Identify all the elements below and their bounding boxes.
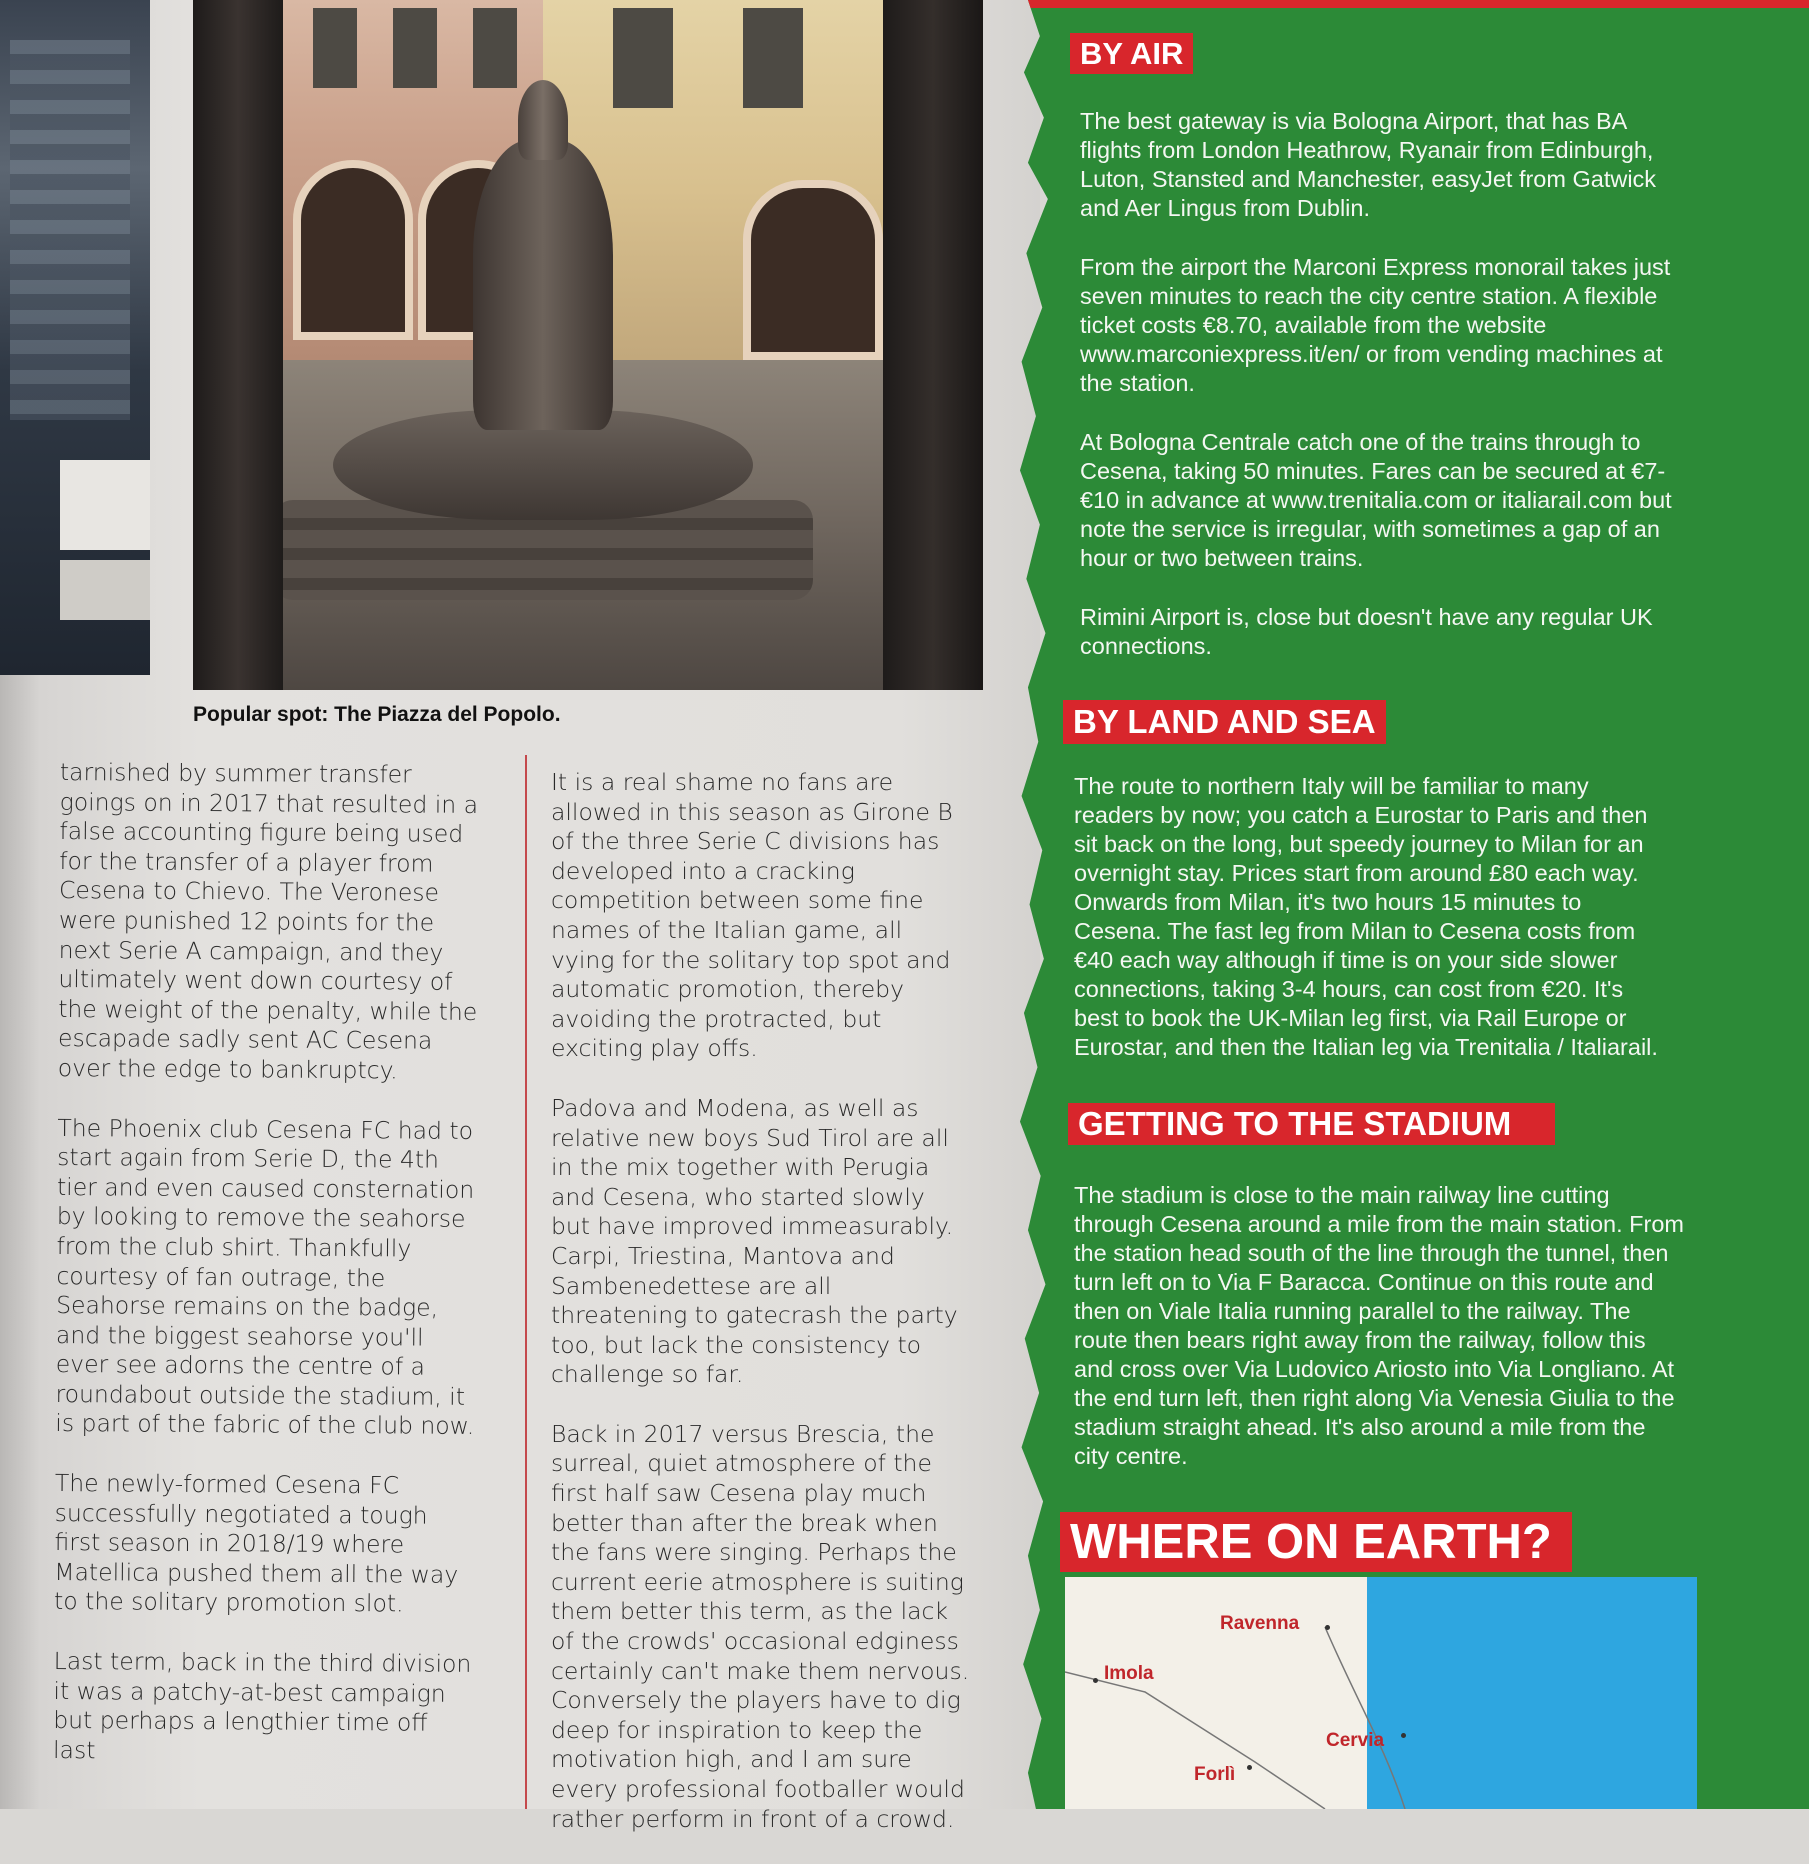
getting-to-stadium-text xyxy=(1074,1181,1684,1501)
paragraph: Padova and Modena, as well as relative new boys Sud Tirol are all in the mix together with Perugia and Cesena, who started slowly but have improved immeasurably. Carpi, Triestina, Mantova and Sambenedettese are all threatening to gatecrash the party too, but lack the consistency to challenge so far. xyxy=(551,1093,958,1389)
paragraph: From the airport the Marconi Express monorail takes just seven minutes to reach the city centre station. A flexible ticket costs €8.70, available from the website www.marconiexpress.it/en/ or from vending machines at the station. xyxy=(1080,254,1671,396)
by-land-and-sea-heading: BY LAND AND SEA xyxy=(1063,700,1386,744)
photo-caption: Popular spot: The Piazza del Popolo. xyxy=(193,703,561,726)
map-dot-forli xyxy=(1247,1765,1252,1770)
paragraph: The best gateway is via Bologna Airport, that has BA flights from London Heathrow, Ryanair from Edinburgh, Luton, Stansted and Manchester, easyJet from Gatwick and Aer Lingus from Dublin. xyxy=(1080,108,1657,221)
by-air-heading: BY AIR xyxy=(1070,33,1193,74)
by-air-text xyxy=(1080,107,1680,691)
paragraph: Last term, back in the third division it was a patchy-at-best campaign but perhaps a lengthier time off last xyxy=(52,1647,472,1765)
map-dot-cervia xyxy=(1401,1733,1406,1738)
map-dot-imola xyxy=(1093,1678,1098,1683)
map-town-cervia: Cervia xyxy=(1326,1730,1385,1751)
sidebar-top-strip xyxy=(1012,0,1809,8)
paragraph: The route to northern Italy will be familiar to many readers by now; you catch a Eurostar to Paris and then sit back on the long, but speedy journey to Milan for an overnight stay. Prices start from around £80 each way. Onwards from Milan, it's two hours 15 minutes to Cesena. The fast leg from Milan to Cesena costs from €40 each way although if time is on your side slower connections, taking 3-4 hours, can cost from €20. It's best to book the UK-Milan leg first, via Rail Europe or Eurostar, and then the Italian leg via Trenitalia / Italiarail. xyxy=(1074,773,1658,1060)
paragraph: At Bologna Centrale catch one of the trains through to Cesena, taking 50 minutes. Fares can be secured at €7-€10 in advance at www.trenitalia.com or italiarail.com but note the service is irregular, with sometimes a gap of an hour or two between trains. xyxy=(1080,429,1672,571)
map-town-forli: Forlì xyxy=(1194,1764,1236,1785)
paragraph: Rimini Airport is, close but doesn't have any regular UK connections. xyxy=(1080,604,1653,659)
paragraph: The newly-formed Cesena FC successfully negotiated a tough first season in 2018/19 where Matellica pushed them all the way to the solitary promotion slot. xyxy=(54,1469,459,1618)
map-town-imola: Imola xyxy=(1104,1663,1154,1684)
map-dot-ravenna xyxy=(1325,1625,1330,1630)
paragraph: The stadium is close to the main railway line cutting through Cesena around a mile from the main station. From the station head south of the line through the tunnel, then turn left on to Via F Baracca. Continue on this route and then on Viale Italia running parallel to the railway. The route then bears right away from the railway, follow this and cross over Via Ludovico Ariosto into Via Longliano. At the end turn left, then right along Via Venesia Giulia to the stadium straight ahead. It's also around a mile from the city centre. xyxy=(1074,1182,1684,1469)
paragraph: The Phoenix club Cesena FC had to start again from Serie D, the 4th tier and even caused consternation by looking to remove the seahorse from the club shirt. Thankfully courtesy of fan outrage, the Seahorse remains on the badge, and the biggest seahorse you'll ever see adorns the centre of a roundabout outside the stadium, it is part of the fabric of the club now. xyxy=(55,1113,475,1441)
edge-photo xyxy=(0,0,150,675)
article-column-1 xyxy=(53,758,480,1798)
location-map xyxy=(1065,1577,1697,1809)
by-land-and-sea-text xyxy=(1074,772,1674,1092)
paragraph: It is a real shame no fans are allowed in this season as Girone B of the three Serie C divisions has developed into a cracking competition between some fine names of the Italian game, all vying for the solitary top spot and automatic promotion, thereby avoiding the protracted, but exciting play offs. xyxy=(551,768,953,1063)
fountain xyxy=(333,80,753,600)
where-on-earth-heading: WHERE ON EARTH? xyxy=(1060,1512,1572,1572)
pillar-right xyxy=(883,0,983,690)
column-divider xyxy=(525,755,527,1809)
paragraph: Back in 2017 versus Brescia, the surreal, quiet atmosphere of the first half saw Cesena play much better than after the break when the fans were singing. Perhaps the current eerie atmosphere is suiting them better this term, as the lack of the crowds' occasional edginess certainly can't make them nervous. Conversely the players have to dig deep for inspiration to keep the motivation high, and I am sure every professional footballer would rather perform in front of a crowd. xyxy=(551,1419,970,1833)
paragraph: tarnished by summer transfer goings on in 2017 that resulted in a false accounting figure being used for the transfer of a player from Cesena to Chievo. The Veronese were punished 12 points for the next Serie A campaign, and they ultimately went down courtesy of the weight of the penalty, while the escapade sadly sent AC Cesena over the edge to bankruptcy. xyxy=(57,758,479,1085)
getting-to-stadium-heading: GETTING TO THE STADIUM xyxy=(1068,1103,1555,1145)
piazza-photo xyxy=(193,0,983,690)
map-town-ravenna: Ravenna xyxy=(1220,1613,1300,1634)
article-column-2 xyxy=(551,768,971,1864)
pillar-left xyxy=(193,0,283,690)
map-roads xyxy=(1065,1577,1697,1809)
